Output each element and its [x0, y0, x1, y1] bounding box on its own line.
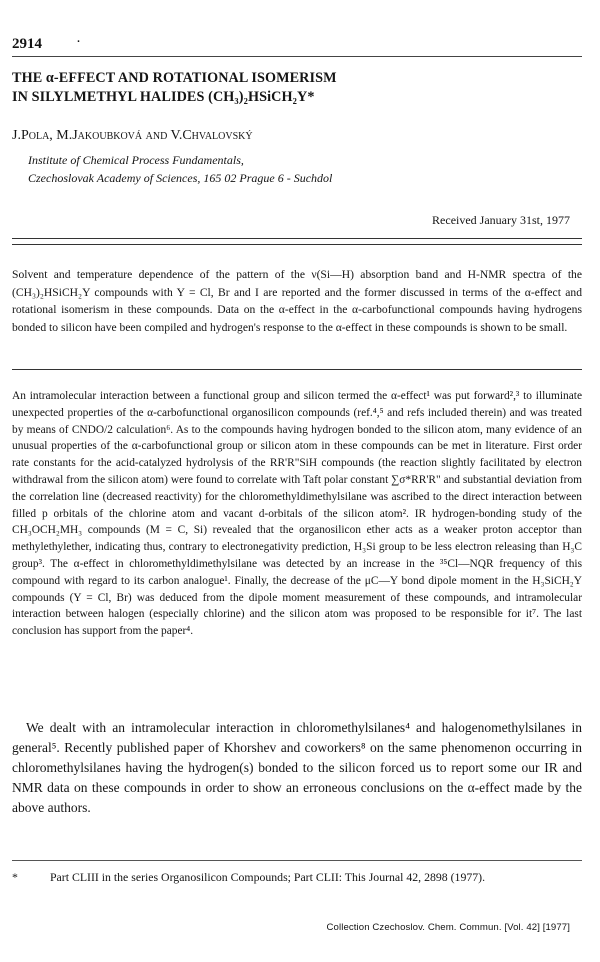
- abstract-rule-top-2: [12, 244, 582, 245]
- footnote: [12, 869, 582, 886]
- footnote-rule: [12, 860, 582, 861]
- footnote-text: Part CLIII in the series Organosilicon Compounds; Part CLII: This Journal 42, 2898 (1977).: [50, 870, 486, 884]
- article-title-line-2: IN SILYLMETHYL HALIDES (CH₃)₂HSiCH₂Y*: [12, 89, 315, 105]
- abstract-rule-bottom: [12, 369, 582, 370]
- article-title: [12, 69, 572, 107]
- journal-footer: Collection Czechoslov. Chem. Commun. [Vol. 42] [1977]: [326, 922, 570, 933]
- abstract-rule-top: [12, 238, 582, 239]
- received-date: Received January 31st, 1977: [432, 213, 570, 227]
- page-number: 2914: [12, 36, 42, 52]
- header-rule: [12, 56, 582, 57]
- body-paragraph-1: An intramolecular interaction between a functional group and silicon termed the α-effect¹ was put forward²,³ to illuminate unexpected properties of the α-carbofunctional organosilicon compounds (ref.⁴,⁵ and refs included therein) and was treated by means of CNDO/2 calculation⁶. As to the compounds having hydrogen bonded to the silicon atom, many evidence of an unusual properties of the α-carbofunctional group or silicon atom in these compounds can be met in literature. First order rate constants for the acid-catalyzed hydrolysis of the RR'R"SiH compounds (the reaction slightly facilitated by electron withdrawal from the silicon atom) were found to correlate with Taft polar constant ∑σ*RR'R" and substantial deviation from the correlation line (decreased reactivity) for the chloromethyldimethylsilane was ascribed to the direct interaction between filled p orbitals of the chlorine atom and vacant d-orbitals of the silicon atom². IR hydrogen-bonding study of the CH₃OCH₂MH₃ compounds (M = C, Si) revealed that the organosilicon ether acts as a weaker proton acceptor than methylethylether, indicating thus, contrary to electronegativity prediction, H₃Si group to be less electron releasing than H₃C group³. The α-effect in chloromethyldimethylsilane was detected by an increase in the ³⁵Cl—NQR frequency of this compound with regard to its carbon analogue¹. Finally, the decrease of the μC—Y bond dipole moment in the H₃SiCH₂Y compounds (Y = Cl, Br) was deduced from the dipole moment measurement of these compounds, and intramolecular interaction between halogen (especially chlorine) and the silicon atom was proposed to be responsible for it⁷. The last conclusion has support from the paper⁴.: [12, 390, 582, 638]
- body-paragraph-2: We dealt with an intramolecular interaction in chloromethylsilanes⁴ and halogenomethylsilanes in general⁵. Recently published paper of Khorshev and coworkers⁸ on the same phenomenon occurring in chloromethylsilanes having the hydrogen(s) bonded to the silicon forced us to report some our IR and NMR data on these compounds in order to show an erroneous conclusions on the α-effect made by the above authors.: [12, 720, 582, 815]
- abstract: Solvent and temperature dependence of the pattern of the ν(Si—H) absorption band and H-NMR spectra of the (CH₃)₂HSiCH₂Y compounds with Y = Cl, Br and I are reported and the former discussed in terms of the α-effect and rotational isomerism in these compounds. Data on the α-effect in the α-carbofunctional compounds having hydrogens bonded to silicon have been compiled and hydrogen's response to the α-effect in these compounds is shown to be small.: [12, 268, 582, 334]
- footnote-mark: *: [12, 870, 18, 884]
- article-title-line-1: THE α-EFFECT AND ROTATIONAL ISOMERISM: [12, 70, 337, 86]
- author-list: J.Pola, M.Jakoubková and V.Chvalovský: [12, 128, 253, 143]
- affiliation-line-2: Czechoslovak Academy of Sciences, 165 02 Prague 6 - Suchdol: [28, 171, 333, 185]
- affiliation-line-1: Institute of Chemical Process Fundamentals,: [28, 153, 244, 167]
- header-dot: ·: [76, 34, 81, 50]
